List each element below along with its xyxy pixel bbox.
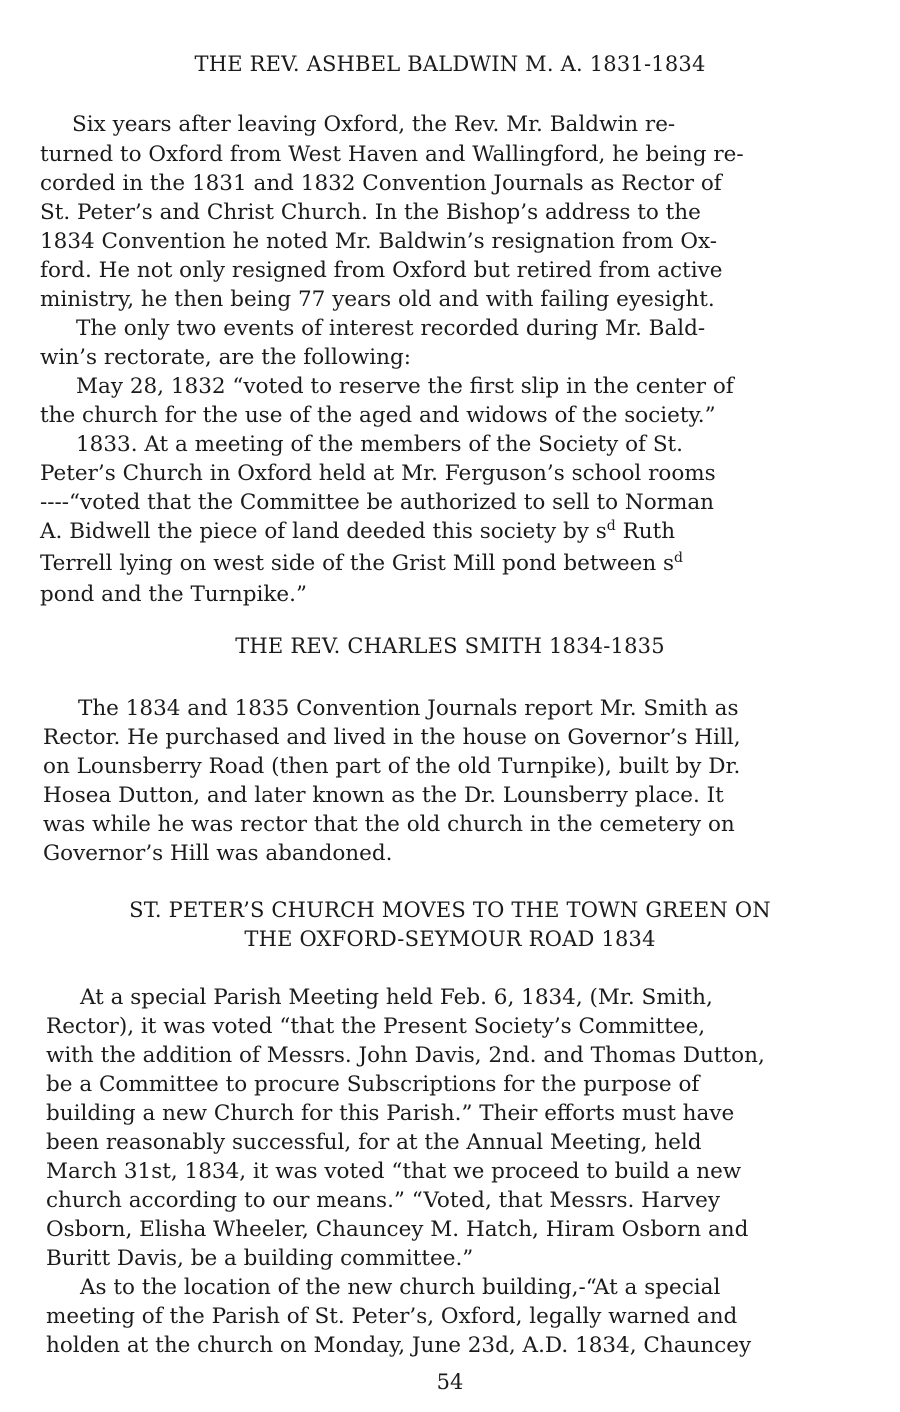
text-line: Governor’s Hill was abandoned. — [43, 841, 393, 866]
text-line: win’s rectorate, are the following: — [40, 345, 412, 370]
text-line: Six years after leaving Oxford, the Rev. Mr. Baldwin re- — [72, 112, 676, 137]
heading-line: ST. PETER’S CHURCH MOVES TO THE TOWN GREEN ON — [129, 898, 771, 922]
text-line: ministry, he then being 77 years old and with failing eyesight. — [40, 287, 715, 312]
text-line: ford. He not only resigned from Oxford but retired from active — [40, 258, 723, 283]
text-line: St. Peter’s and Christ Church. In the Bishop’s address to the — [40, 200, 701, 225]
text-line: The only two events of interest recorded during Mr. Bald- — [76, 316, 706, 341]
text-line: As to the location of the new church building,-“At a special — [80, 1275, 721, 1300]
text-line — [40, 517, 675, 546]
page-number: 54 — [436, 1370, 464, 1394]
text-line: ----“voted that the Committee be authorized to sell to Norman — [40, 490, 715, 515]
text-line: on Lounsberry Road (then part of the old Turnpike), built by Dr. — [43, 754, 741, 779]
text-line: The 1834 and 1835 Convention Journals report Mr. Smith as — [78, 696, 739, 721]
text-line: May 28, 1832 “voted to reserve the first slip in the center of — [76, 374, 734, 399]
text-line: 1833. At a meeting of the members of the Society of St. — [76, 432, 684, 457]
text-line: church according to our means.” “Voted, that Messrs. Harvey — [46, 1188, 721, 1213]
text-line: Rector. He purchased and lived in the house on Governor’s Hill, — [43, 725, 741, 750]
text-line: the church for the use of the aged and widows of the society.” — [40, 403, 716, 428]
text-line: pond and the Turnpike.” — [40, 582, 307, 607]
text-line: meeting of the Parish of St. Peter’s, Oxford, legally warned and — [46, 1304, 738, 1329]
heading-line: THE OXFORD-SEYMOUR ROAD 1834 — [244, 927, 656, 951]
text-line: 1834 Convention he noted Mr. Baldwin’s resignation from Ox- — [40, 229, 718, 254]
text-segment: A. Bidwell the piece of land deeded this society by s — [40, 519, 607, 544]
superscript-d: d — [606, 518, 616, 534]
text-line: Hosea Dutton, and later known as the Dr. Lounsberry place. It — [43, 783, 724, 808]
text-line: holden at the church on Monday, June 23d, A.D. 1834, Chauncey — [46, 1333, 752, 1358]
text-line: with the addition of Messrs. John Davis, 2nd. and Thomas Dutton, — [46, 1043, 765, 1068]
text-line: March 31st, 1834, it was voted “that we proceed to build a new — [46, 1159, 742, 1184]
text-line: Osborn, Elisha Wheeler, Chauncey M. Hatch, Hiram Osborn and — [46, 1217, 749, 1242]
text-line: Peter’s Church in Oxford held at Mr. Ferguson’s school rooms — [40, 461, 716, 486]
text-line: building a new Church for this Parish.” Their efforts must have — [46, 1101, 735, 1126]
heading-line: THE REV. CHARLES SMITH 1834-1835 — [235, 634, 665, 658]
section-heading-church-moves — [0, 896, 900, 954]
text-segment: Ruth — [622, 519, 676, 544]
text-segment: Terrell lying on west side of the Grist Mill pond between s — [40, 551, 675, 576]
heading-line: THE REV. ASHBEL BALDWIN M. A. 1831-1834 — [194, 52, 706, 76]
text-line: be a Committee to procure Subscriptions for the purpose of — [46, 1072, 700, 1097]
text-line: Rector), it was voted “that the Present Society’s Committee, — [46, 1014, 706, 1039]
text-line: Buritt Davis, be a building committee.” — [46, 1246, 474, 1271]
text-line: been reasonably successful, for at the Annual Meeting, held — [46, 1130, 702, 1155]
text-line — [40, 549, 683, 578]
text-line: At a special Parish Meeting held Feb. 6, 1834, (Mr. Smith, — [80, 985, 713, 1010]
section-heading-smith — [0, 632, 900, 661]
text-line: corded in the 1831 and 1832 Convention Journals as Rector of — [40, 171, 722, 196]
text-line: turned to Oxford from West Haven and Wallingford, he being re- — [40, 142, 744, 167]
section-heading-baldwin — [0, 50, 900, 79]
superscript-d: d — [674, 550, 683, 566]
text-line: was while he was rector that the old church in the cemetery on — [43, 812, 735, 837]
